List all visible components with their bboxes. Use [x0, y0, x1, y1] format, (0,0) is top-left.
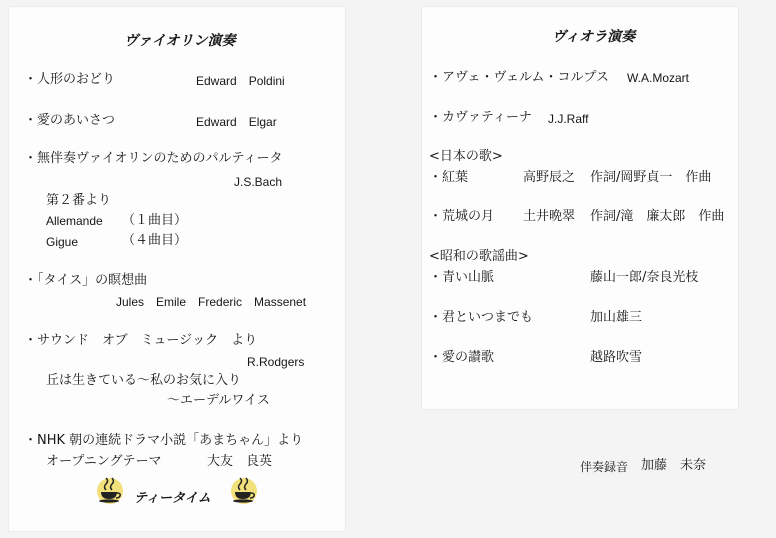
accompaniment-label: 伴奏録音	[580, 460, 629, 474]
japanese-song-1-composer: 作詞/岡野貞一 作曲	[590, 170, 712, 185]
violin-section-title: ヴァイオリン演奏	[124, 33, 236, 49]
showa-song-3-credit: 越路吹雪	[590, 350, 643, 365]
viola-item-1-composer: W.A.Mozart	[627, 71, 690, 85]
showa-song-1-credit: 藤山一郎/奈良光枝	[590, 270, 699, 285]
japanese-song-1-lyricist: 高野辰之	[523, 170, 576, 185]
violin-item-6-title: ・NHK 朝の連続ドラマ小説「あまちゃん」より	[24, 433, 304, 448]
movement-1-name: Allemande	[46, 214, 103, 228]
violin-item-1-title: ・人形のおどり	[24, 72, 116, 87]
japanese-songs-heading: <日本の歌>	[429, 149, 503, 164]
steaming-cup-icon	[94, 473, 126, 505]
violin-item-6-line: オープニングテーマ	[46, 454, 162, 469]
violin-item-6-composer: 大友 良英	[207, 454, 273, 469]
violin-item-5-line-1: 丘は生きている～私のお気に入り	[46, 373, 242, 388]
violin-item-3-composer: J.S.Bach	[234, 175, 283, 189]
violin-item-2-composer: Edward Elgar	[196, 115, 277, 129]
viola-section-title: ヴィオラ演奏	[552, 29, 636, 45]
violin-item-1-composer: Edward Poldini	[196, 74, 285, 88]
showa-song-3-title: ・愛の讃歌	[429, 350, 495, 365]
movement-1-note: （１曲目）	[122, 213, 188, 228]
steaming-cup-icon	[228, 473, 260, 505]
violin-item-5-composer: R.Rodgers	[247, 355, 305, 369]
violin-item-3-title: ・無伴奏ヴァイオリンのためのパルティータ	[24, 151, 283, 166]
movement-2-note: （４曲目）	[122, 233, 188, 248]
violin-item-5-title: ・サウンド オブ ミュージック より	[24, 333, 258, 348]
violin-item-4-composer: Jules Emile Frederic Massenet	[116, 295, 307, 309]
accompaniment-name: 加藤 未奈	[641, 458, 707, 473]
japanese-song-2-title: ・荒城の月	[429, 209, 495, 224]
violin-item-2-title: ・愛のあいさつ	[24, 113, 116, 128]
japanese-song-2-lyricist: 土井晩翠	[523, 209, 576, 224]
violin-item-5-line-2: ～エーデルワイス	[167, 393, 270, 408]
violin-item-3-sub: 第２番より	[46, 193, 112, 208]
japanese-song-2-composer: 作詞/滝 廉太郎 作曲	[590, 209, 725, 224]
viola-item-1-title: ・アヴェ・ヴェルム・コルプス	[429, 70, 609, 85]
showa-songs-heading: <昭和の歌謡曲>	[429, 249, 529, 264]
violin-item-4-title: ・「タイス」の瞑想曲	[24, 273, 148, 288]
showa-song-2-credit: 加山雄三	[590, 310, 643, 325]
viola-item-2-composer: J.J.Raff	[548, 112, 589, 126]
movement-2-name: Gigue	[46, 235, 79, 249]
viola-item-2-title: ・カヴァティーナ	[429, 110, 532, 125]
japanese-song-1-title: ・紅葉	[429, 170, 469, 185]
tea-time-label: ティータイム	[134, 491, 211, 506]
showa-song-2-title: ・君といつまでも	[429, 310, 534, 325]
showa-song-1-title: ・青い山脈	[429, 270, 495, 285]
